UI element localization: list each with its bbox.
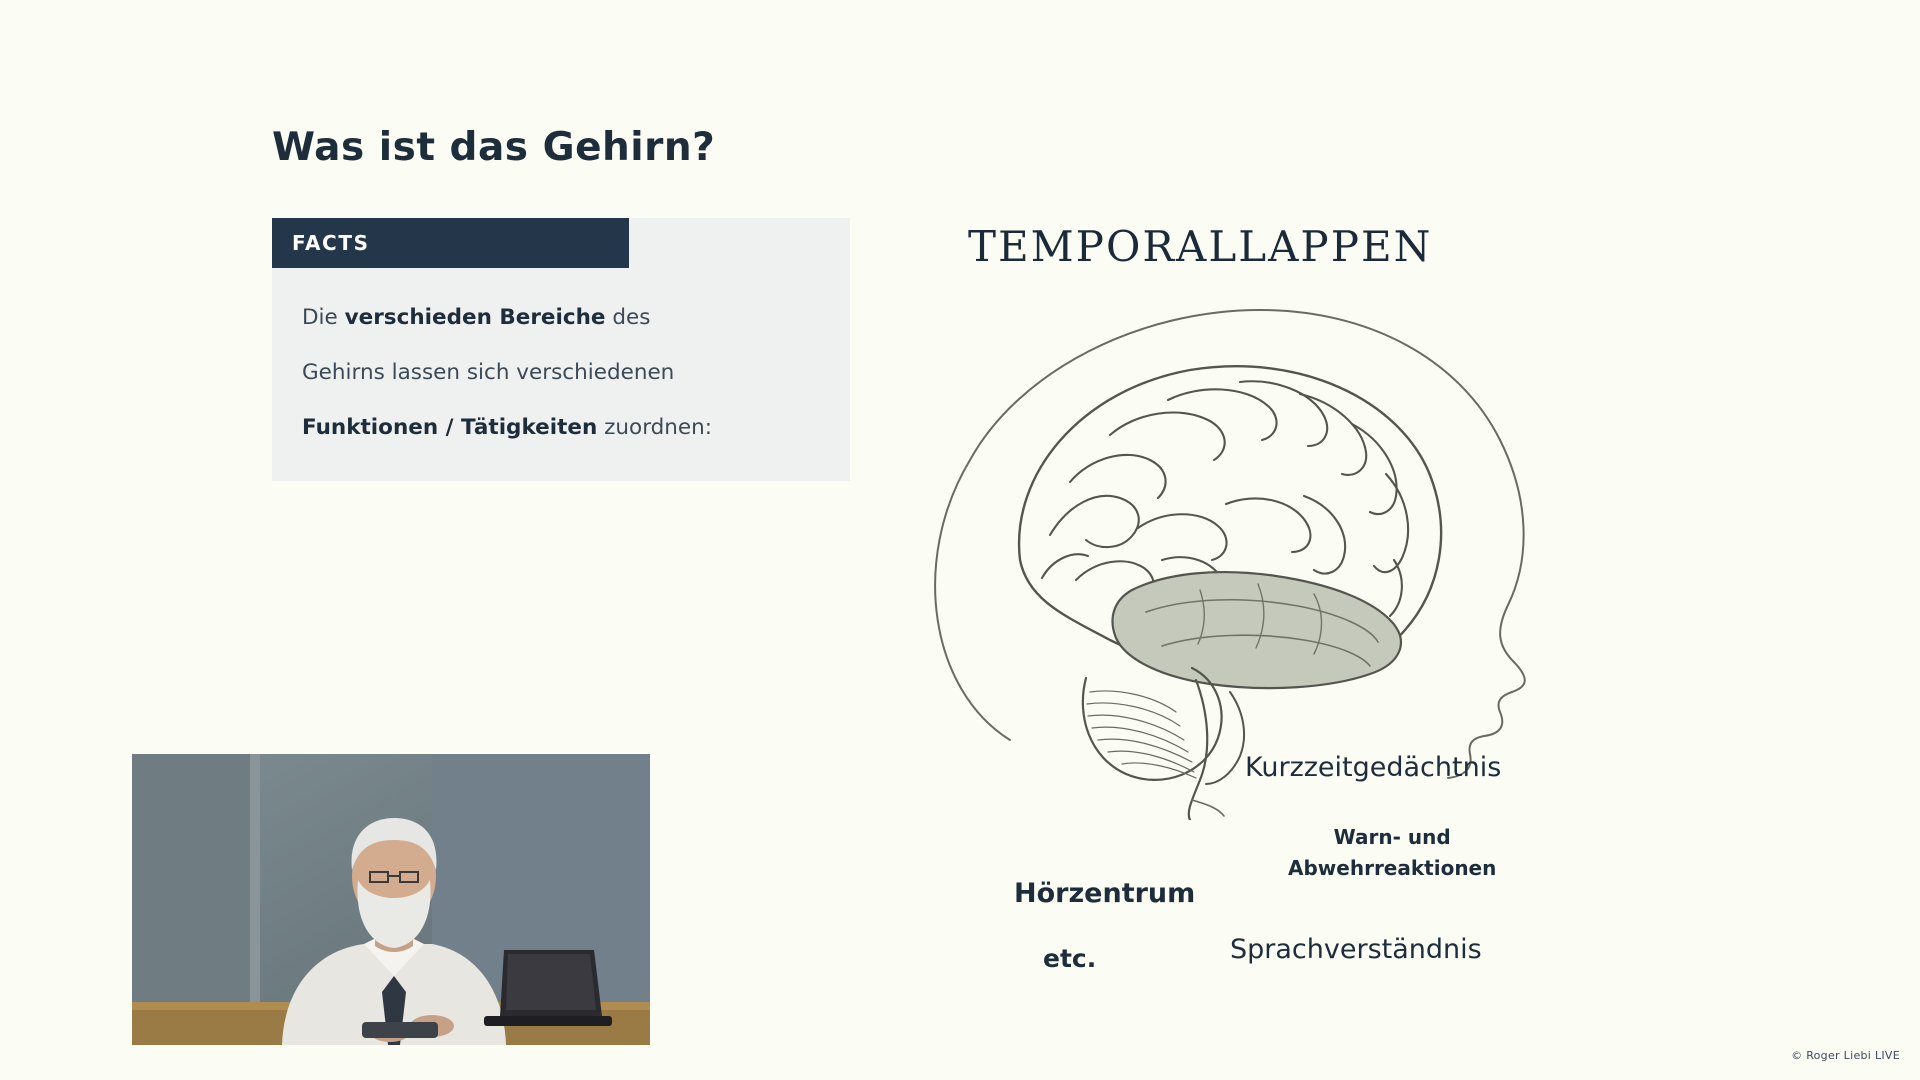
facts-line-1-part-2: verschieden Bereiche — [344, 305, 606, 330]
label-warn-line-2: Abwehrreaktionen — [1288, 856, 1497, 880]
facts-line-2 — [302, 345, 832, 400]
label-etc: etc. — [1043, 944, 1097, 973]
facts-line-1-part-1: Die — [302, 305, 345, 330]
label-sprachverstaendnis: Sprachverständnis — [1230, 934, 1482, 965]
speaker-video-image — [132, 754, 650, 1045]
speaker-video-thumbnail[interactable] — [132, 754, 650, 1045]
facts-line-3-part-1: Funktionen / Tätigkeiten — [302, 415, 598, 440]
brain-illustration — [900, 260, 1600, 820]
facts-body — [302, 290, 832, 455]
facts-panel — [272, 218, 850, 481]
facts-line-1-part-3: des — [605, 305, 651, 330]
brain-diagram-heading: TEMPORALLAPPEN — [968, 222, 1433, 271]
facts-header-label: FACTS — [292, 231, 370, 255]
label-warn-abwehr — [1288, 822, 1496, 884]
facts-header — [272, 218, 629, 268]
label-warn-line-1: Warn- und — [1333, 825, 1451, 849]
facts-line-3 — [302, 400, 832, 455]
brain-svg — [900, 260, 1600, 820]
page-title: Was ist das Gehirn? — [272, 125, 716, 170]
label-kurzzeitgedaechtnis: Kurzzeitgedächtnis — [1245, 752, 1502, 783]
facts-line-3-part-2: zuordnen: — [597, 415, 713, 440]
label-hoerzentrum: Hörzentrum — [1014, 878, 1196, 909]
facts-line-2-part-1: Gehirns lassen sich verschiedenen — [302, 360, 675, 385]
copyright-notice: © Roger Liebi LIVE — [1791, 1049, 1900, 1062]
facts-line-1 — [302, 290, 832, 345]
